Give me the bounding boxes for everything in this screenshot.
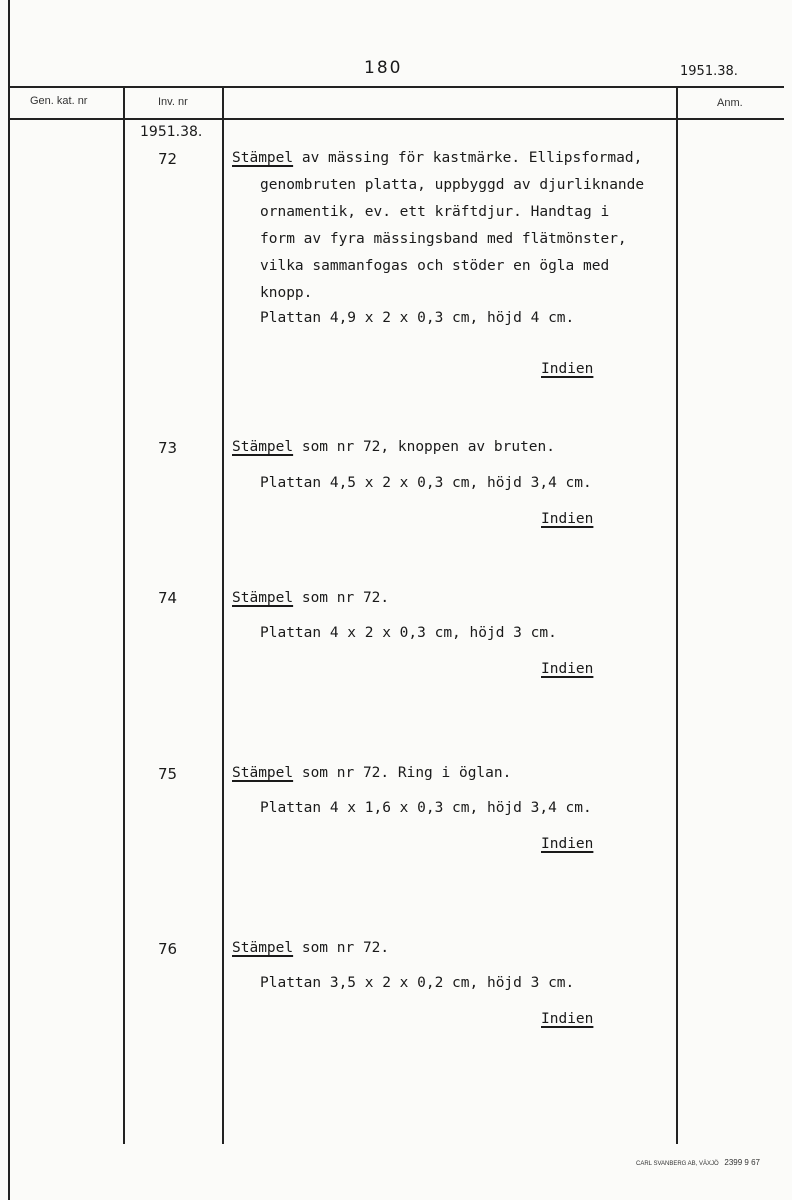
entry-heading: Stämpel	[232, 439, 294, 455]
binding-edge-line	[8, 0, 10, 1200]
entry-origin: Indien	[541, 1011, 594, 1027]
entry-origin: Indien	[541, 511, 594, 527]
inventory-number: 75	[158, 765, 178, 783]
entry-origin: Indien	[541, 836, 594, 852]
entry-first-line	[232, 760, 511, 786]
entry-description-line: som nr 72.	[293, 590, 390, 606]
inventory-number: 76	[158, 940, 178, 958]
column-rule-gen	[123, 86, 125, 1144]
entry-description-line: som nr 72.	[293, 940, 390, 956]
entry-description-line: genombruten platta, uppbyggd av djurliknande	[260, 177, 645, 193]
entry-first-line	[232, 434, 555, 460]
entry-dimensions: Plattan 4 x 2 x 0,3 cm, höjd 3 cm.	[260, 625, 557, 641]
entry-dimensions: Plattan 4,5 x 2 x 0,3 cm, höjd 3,4 cm.	[260, 475, 592, 491]
entry-heading: Stämpel	[232, 150, 294, 166]
printer-name: CARL SVANBERG AB, VÄXJÖ	[636, 1161, 719, 1167]
entry-heading: Stämpel	[232, 765, 294, 781]
printer-imprint	[636, 1158, 760, 1167]
entry-description-line: som nr 72, knoppen av bruten.	[293, 439, 556, 455]
entry-dimensions: Plattan 4,9 x 2 x 0,3 cm, höjd 4 cm.	[260, 310, 575, 326]
top-inventory-ref: 1951.38.	[680, 64, 738, 79]
entry-origin: Indien	[541, 661, 594, 677]
form-code: 2399 9 67	[724, 1158, 760, 1167]
entry-description-line: knopp.	[260, 285, 313, 301]
column-header-inv: Inv. nr	[158, 96, 188, 108]
inventory-number: 74	[158, 589, 178, 607]
entry-description-line: vilka sammanfogas och stöder en ögla med	[260, 258, 610, 274]
entry-first-line	[232, 585, 389, 611]
entry-first-line	[232, 935, 389, 961]
entry-heading: Stämpel	[232, 590, 294, 606]
series-reference: 1951.38.	[140, 124, 203, 140]
column-rule-inv	[222, 86, 224, 1144]
entry-description-line: ornamentik, ev. ett kräftdjur. Handtag i	[260, 204, 610, 220]
entry-first-line	[232, 145, 642, 171]
entry-origin: Indien	[541, 361, 594, 377]
entry-description-line: form av fyra mässingsband med flätmönster,	[260, 231, 627, 247]
entry-description-line: som nr 72. Ring i öglan.	[293, 765, 512, 781]
entry-dimensions: Plattan 3,5 x 2 x 0,2 cm, höjd 3 cm.	[260, 975, 575, 991]
inventory-number: 72	[158, 150, 178, 168]
page-number: 180	[364, 58, 403, 78]
column-header-anm: Anm.	[717, 97, 743, 109]
entry-heading: Stämpel	[232, 940, 294, 956]
column-rule-anm	[676, 86, 678, 1144]
entry-description-line: av mässing för kastmärke. Ellipsformad,	[293, 150, 643, 166]
column-header-gen-kat: Gen. kat. nr	[30, 95, 88, 107]
entry-dimensions: Plattan 4 x 1,6 x 0,3 cm, höjd 3,4 cm.	[260, 800, 592, 816]
inventory-number: 73	[158, 439, 178, 457]
